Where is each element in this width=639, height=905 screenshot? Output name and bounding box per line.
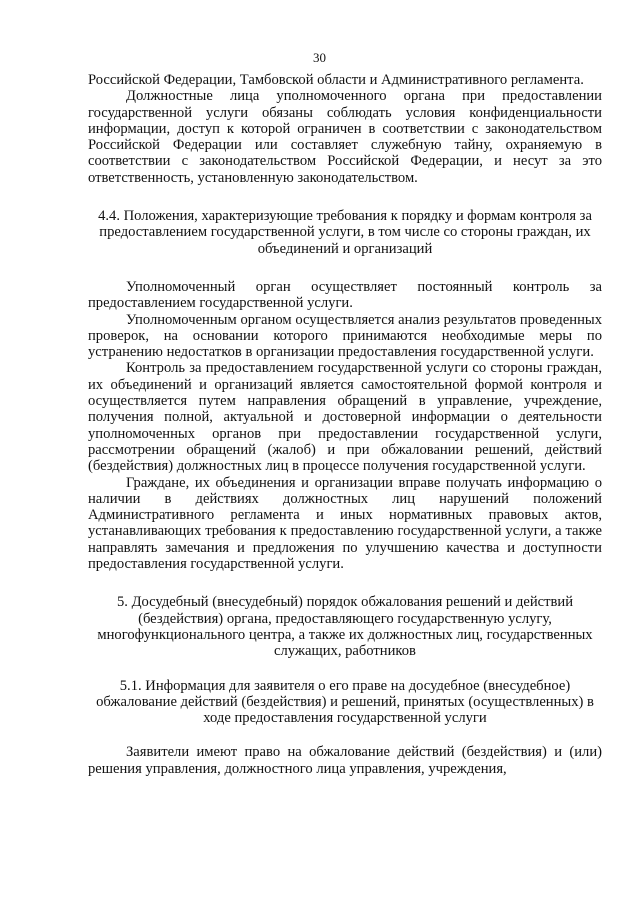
paragraph-confidentiality: Должностные лица уполномоченного органа при предоставлении государственной услуги обязаны соблюдать условия конфиденциальности информации, доступ к которой ограничен в соответствии с законодательством Российской Федерации или составляет служебную тайну, охраняемую в соответствии с законодательством Российской Федерации, и несут за это ответственность, установленную законодательством. [88, 88, 602, 186]
document-body [88, 72, 602, 777]
section-heading-5: 5. Досудебный (внесудебный) порядок обжалования решений и действий (бездействия) органа, предоставляющего государственную услугу, многофункционального центра, а также их должностных лиц, государственных служащих, работников [97, 594, 593, 660]
section-heading-5-1: 5.1. Информация для заявителя о его праве на досудебное (внесудебное) обжалование действий (бездействия) и решений, принятых (осуществленных) в ходе предоставления государственной услуги [96, 677, 594, 727]
paragraph-constant-control: Уполномоченный орган осуществляет постоянный контроль за предоставлением государственной услуги. [88, 278, 602, 312]
paragraph-analysis: Уполномоченным органом осуществляется анализ результатов проведенных проверок, на основании которого принимаются необходимые меры по устранению недостатков в организации предоставления государственной услуги. [88, 311, 602, 361]
paragraph-continuation: Российской Федерации, Тамбовской области и Административного регламента. [88, 72, 584, 88]
page-number: 30 [313, 50, 326, 65]
paragraph-citizen-rights: Граждане, их объединения и организации вправе получать информацию о наличии в действиях должностных лиц нарушений положений Административного регламента и иных нормативных правовых актов, устанавливающих требования к предоставлению государственной услуги, а также направлять замечания и предложения по улучшению качества и доступности предоставления государственной услуги. [88, 474, 602, 573]
paragraph-citizen-control: Контроль за предоставлением государственной услуги со стороны граждан, их объединений и организаций является самостоятельной формой контроля и осуществляется путем направления обращений в управление, учреждение, получения полной, актуальной и достоверной информации о деятельности уполномоченных органов при предоставлении государственной услуги, рассмотрении обращений (жалоб) и при обжаловании решений, действий (бездействия) должностных лиц в процессе получения государственной услуги. [88, 360, 602, 475]
paragraph-appeal-right: Заявители имеют право на обжалование действий (бездействия) и (или) решения управления, должностного лица управления, учреждения, [88, 744, 602, 777]
section-heading-4-4: 4.4. Положения, характеризующие требования к порядку и формам контроля за предоставлением государственной услуги, в том числе со стороны граждан, их объединений и организаций [98, 208, 592, 257]
